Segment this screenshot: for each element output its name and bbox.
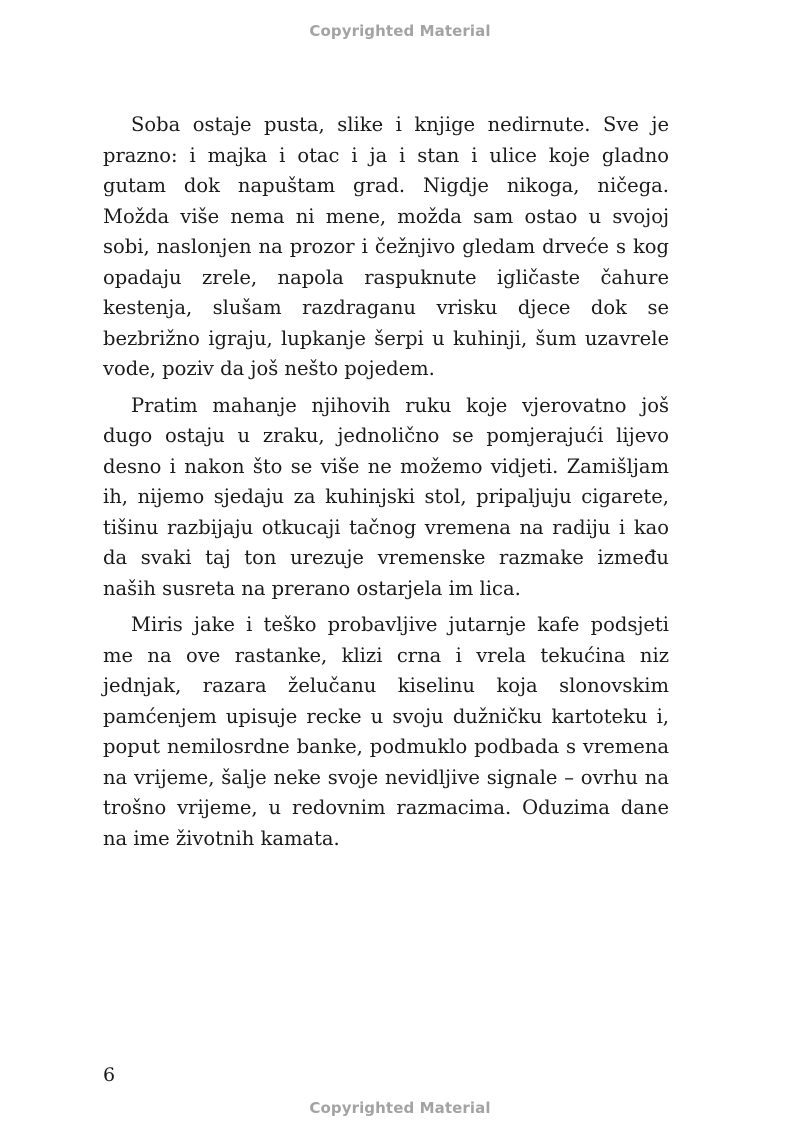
paragraph-2: Pratim mahanje njihovih ruku koje vjerovatno još dugo ostaju u zraku, jednolično se pomjerajući lijevo desno i nakon što se više ne možemo vidjeti. Zamišljam ih, nijemo sjedaju za kuhinjski stol, pripaljuju cigarete, tišinu razbijaju otkucaji tačnog vremena na radiju i kao da svaki taj ton urezuje vremenske razmake između naših susreta na prerano ostarjela im lica. bbox=[103, 393, 669, 600]
copyright-watermark-bottom: Copyrighted Material bbox=[309, 1099, 491, 1117]
body-text bbox=[103, 110, 669, 860]
paragraph-1: Soba ostaje pusta, slike i knjige nedirnute. Sve je prazno: i majka i otac i ja i stan i ulice koje gladno gutam dok napuštam grad. Nigdje nikoga, ničega. Možda više nema ni mene, možda sam ostao u svojoj sobi, naslonjen na prozor i čežnjivo gledam drveće s kog opadaju zrele, napola raspuknute igličaste čahure kestenja, slušam razdraganu vrisku djece dok se bezbrižno igraju, lupkanje šerpi u kuhinji, šum uzavrele vode, poziv da još nešto pojedem. bbox=[103, 113, 669, 380]
page-number: 6 bbox=[103, 1064, 116, 1086]
copyright-watermark-top: Copyrighted Material bbox=[309, 22, 491, 40]
paragraph-3: Miris jake i teško probavljive jutarnje kafe podsjeti me na ove rastanke, klizi crna i vrela tekućina niz jednjak, razara želučanu kiselinu koja slonovskim pamćenjem upisuje recke u svoju dužničku kartoteku i, poput nemilosrdne banke, podmuklo podbada s vremena na vrijeme, šalje neke svoje nevidljive signale – ovrhu na trošno vrijeme, u redovnim razmacima. Oduzima dane na ime životnih kamata. bbox=[103, 613, 669, 850]
